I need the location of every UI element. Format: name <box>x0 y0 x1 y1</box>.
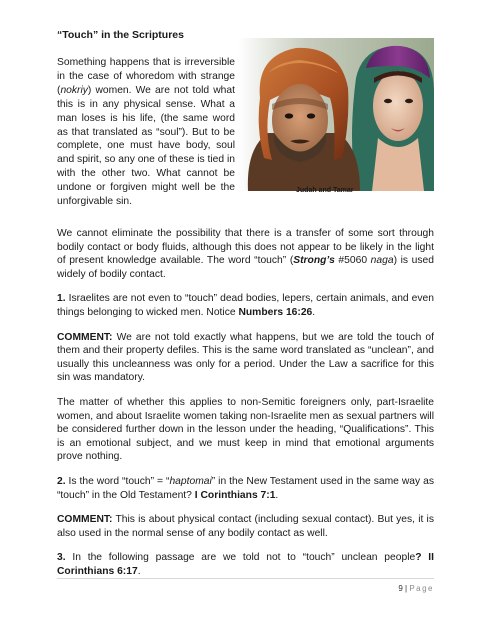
text-run: #5060 <box>334 255 371 267</box>
greek-term: haptomai <box>169 475 212 487</box>
intro-text-continued: ) women. We are not told what this is in any physical sense. What a man loses is his life, (the same word as that translated as “soul”). But to be complete, one must have body, soul and spirit, so any one of these is tied in with the other two. What cannot be undone or forgiven might well be the unforgivable sin. <box>57 84 236 208</box>
strongs-reference: Strong’s <box>293 255 335 267</box>
comment-2 <box>57 513 434 540</box>
text-run: . <box>312 306 316 318</box>
question-3 <box>57 551 434 578</box>
question-number: 3. <box>57 552 66 564</box>
text-run: . <box>137 565 141 577</box>
portrait-image <box>238 38 434 191</box>
paragraph-qualifications: The matter of whether this applies to non-Semitic foreigners only, part-Israelite women, and about Israelite women taking non-Israelite men as sexual partners will be considered further down in the lesson under the heading, “Qualifications”. This is an emotional subject, and we must keep in mind that emotional arguments prove nothing. <box>57 396 434 463</box>
text-run: We cannot eliminate the possibility that there is a transfer of some sort through bodily contact or body fluids, although this does not appear to be likely in the light of present knowledge available. The word “touch” ( <box>57 228 434 267</box>
question-1 <box>57 292 434 319</box>
comment-label: COMMENT: <box>57 514 113 526</box>
comment-label: COMMENT: <box>57 331 113 343</box>
text-run: ” in the New Testament used in the same way as “touch” in the Old Testament? <box>57 475 434 501</box>
body-text <box>57 227 434 589</box>
text-run: We are not told exactly what happens, but we are told the touch of them and their property defiles. This is the same word translated as “unclean”, and usually this uncleanness was only for a period. Under the Law a sacrifice for this sin was mandatory. <box>57 331 434 384</box>
text-run: ) is used widely of bodily contact. <box>57 255 434 280</box>
footer-separator: | <box>402 584 410 593</box>
tamar-figure <box>352 46 434 191</box>
question-2 <box>57 475 434 502</box>
intro-paragraph <box>57 56 235 209</box>
scripture-reference: Numbers 16:26 <box>238 306 313 318</box>
section-title: “Touch” in the Scriptures <box>57 29 184 41</box>
text-run: This is about physical contact (including sexual contact). But yes, it is also used in the normal sense of any bodily contact as well. <box>57 514 434 539</box>
intro-emphasis: nokriy <box>60 84 88 96</box>
page-label: Page <box>409 584 434 593</box>
page-footer <box>398 584 434 593</box>
page-number: 9 <box>398 584 403 593</box>
hebrew-term: naga <box>370 255 394 267</box>
comment-1 <box>57 331 434 385</box>
question-number: 1. <box>57 293 66 305</box>
footer-divider <box>57 578 434 579</box>
question-number: 2. <box>57 475 66 487</box>
scripture-reference: I Corinthians 7:1 <box>194 489 276 501</box>
judah-and-tamar-illustration <box>238 38 434 191</box>
scripture-reference: ? II Corinthians 6:17 <box>57 552 434 577</box>
text-run: Israelites are not even to “touch” dead bodies, lepers, certain animals, and even things belonging to wicked men. Notice <box>57 293 434 318</box>
intro-text: Something happens that is irreversible in the case of whoredom with strange ( <box>57 57 235 96</box>
text-run: In the following passage are we told not to “touch” unclean people <box>65 552 416 564</box>
text-run: Is the word “touch” = “ <box>65 475 170 487</box>
text-run: . <box>275 489 279 501</box>
paragraph-transfer <box>57 227 434 281</box>
figure-caption: Judah and Tamar <box>296 187 354 194</box>
